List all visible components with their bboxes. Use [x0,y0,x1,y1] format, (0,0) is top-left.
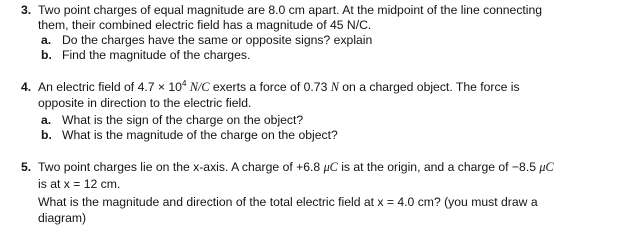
question-5-line-1-mid: is at the origin, and a charge of −8.5 [337,160,540,174]
question-5-number: 5. [21,160,32,174]
question-5-line-1 [38,160,554,174]
question-4-exponent: 4 [181,79,187,88]
question-4a-letter: a. [41,113,52,127]
question-4b-text: What is the magnitude of the charge on the object? [62,128,338,142]
question-3-line-1: Two point charges of equal magnitude are 8.0 cm apart. At the midpoint of the line connecting [38,3,543,17]
question-5-line-1-start: Two point charges lie on the x-axis. A charge of +6.8 [38,160,324,174]
question-3a-text: Do the charges have the same or opposite signs? explain [62,33,373,47]
question-4a-text: What is the sign of the charge on the object? [62,113,304,127]
question-4-field-unit: N/C [189,80,210,94]
question-3b-text: Find the magnitude of the charges. [62,48,251,62]
question-4-number: 4. [21,80,32,94]
question-4-line-1 [38,80,520,94]
question-5-unit-2: μC [539,160,554,174]
question-3-number: 3. [21,3,32,17]
question-3b-letter: b. [41,48,52,62]
question-4-field-value: An electric field of 4.7 × 10 [38,80,182,94]
question-4-line-1-end: on a charged object. The force is [338,80,520,94]
question-4-force-text: exerts a force of 0.73 [209,80,331,94]
question-3a-letter: a. [41,33,52,47]
question-4-line-2: opposite in direction to the electric field. [38,96,252,110]
question-5-unit-1: μC [323,160,338,174]
question-4b-letter: b. [41,128,52,142]
question-5-line-2: is at x = 12 cm. [38,177,121,191]
question-5-line-4: diagram) [38,211,87,225]
question-4-force-unit: N [330,80,339,94]
question-3-line-2: them, their combined electric field has a magnitude of 45 N/C. [38,18,372,32]
question-5-line-3: What is the magnitude and direction of the total electric field at x = 4.0 cm? (you must draw a [38,195,538,209]
